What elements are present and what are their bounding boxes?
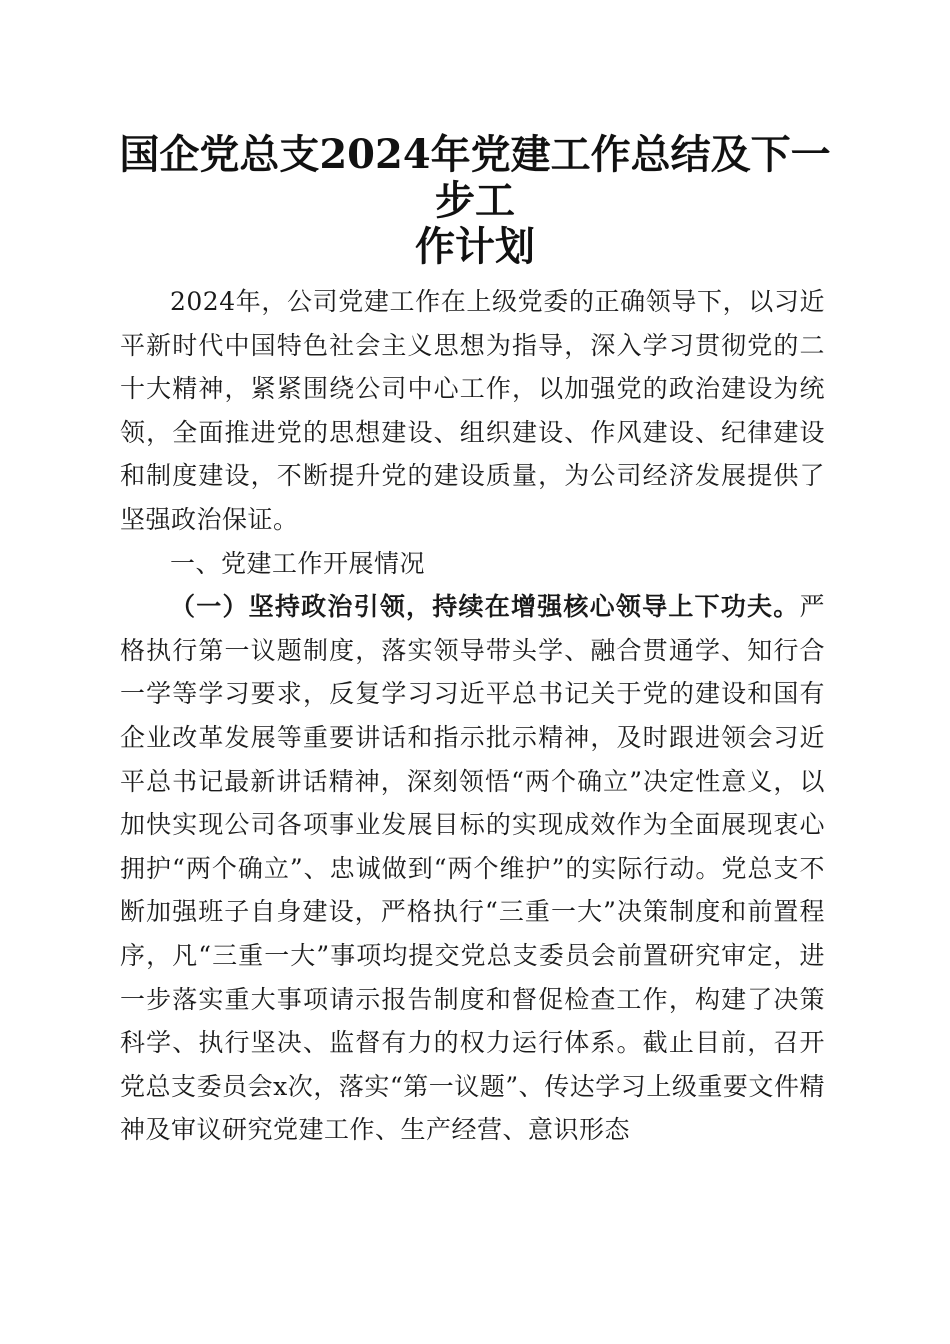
title-line-1: 国企党总支2024年党建工作总结及下一步工	[119, 131, 831, 224]
document-body	[120, 280, 825, 1152]
document-title	[110, 132, 840, 270]
subsection-paragraph	[120, 585, 825, 1152]
title-line-2: 作计划	[415, 223, 535, 270]
subsection-lead: （一）坚持政治引领，持续在增强核心领导上下功夫。	[170, 592, 800, 622]
subsection-body: 严格执行第一议题制度，落实领导带头学、融合贯通学、知行合一学等学习要求，反复学习习近平总书记关于党的建设和国有企业改革发展等重要讲话和指示批示精神，及时跟进领会习近平总书记最新讲话精神，深刻领悟“两个确立”决定性意义，以加快实现公司各项事业发展目标的实现成效作为全面展现衷心拥护“两个确立”、忠诚做到“两个维护”的实际行动。党总支不断加强班子自身建设，严格执行“三重一大”决策制度和前置程序，凡“三重一大”事项均提交党总支委员会前置研究审定，进一步落实重大事项请示报告制度和督促检查工作，构建了决策科学、执行坚决、监督有力的权力运行体系。截止目前，召开党总支委员会x次，落实“第一议题”、传达学习上级重要文件精神及审议研究党建工作、生产经营、意识形态	[120, 592, 825, 1145]
section-heading: 一、党建工作开展情况	[170, 548, 426, 578]
intro-paragraph: 2024年，公司党建工作在上级党委的正确领导下，以习近平新时代中国特色社会主义思想为指导，深入学习贯彻党的二十大精神，紧紧围绕公司中心工作，以加强党的政治建设为统领，全面推进党的思想建设、组织建设、作风建设、纪律建设和制度建设，不断提升党的建设质量，为公司经济发展提供了坚强政治保证。	[120, 287, 825, 534]
